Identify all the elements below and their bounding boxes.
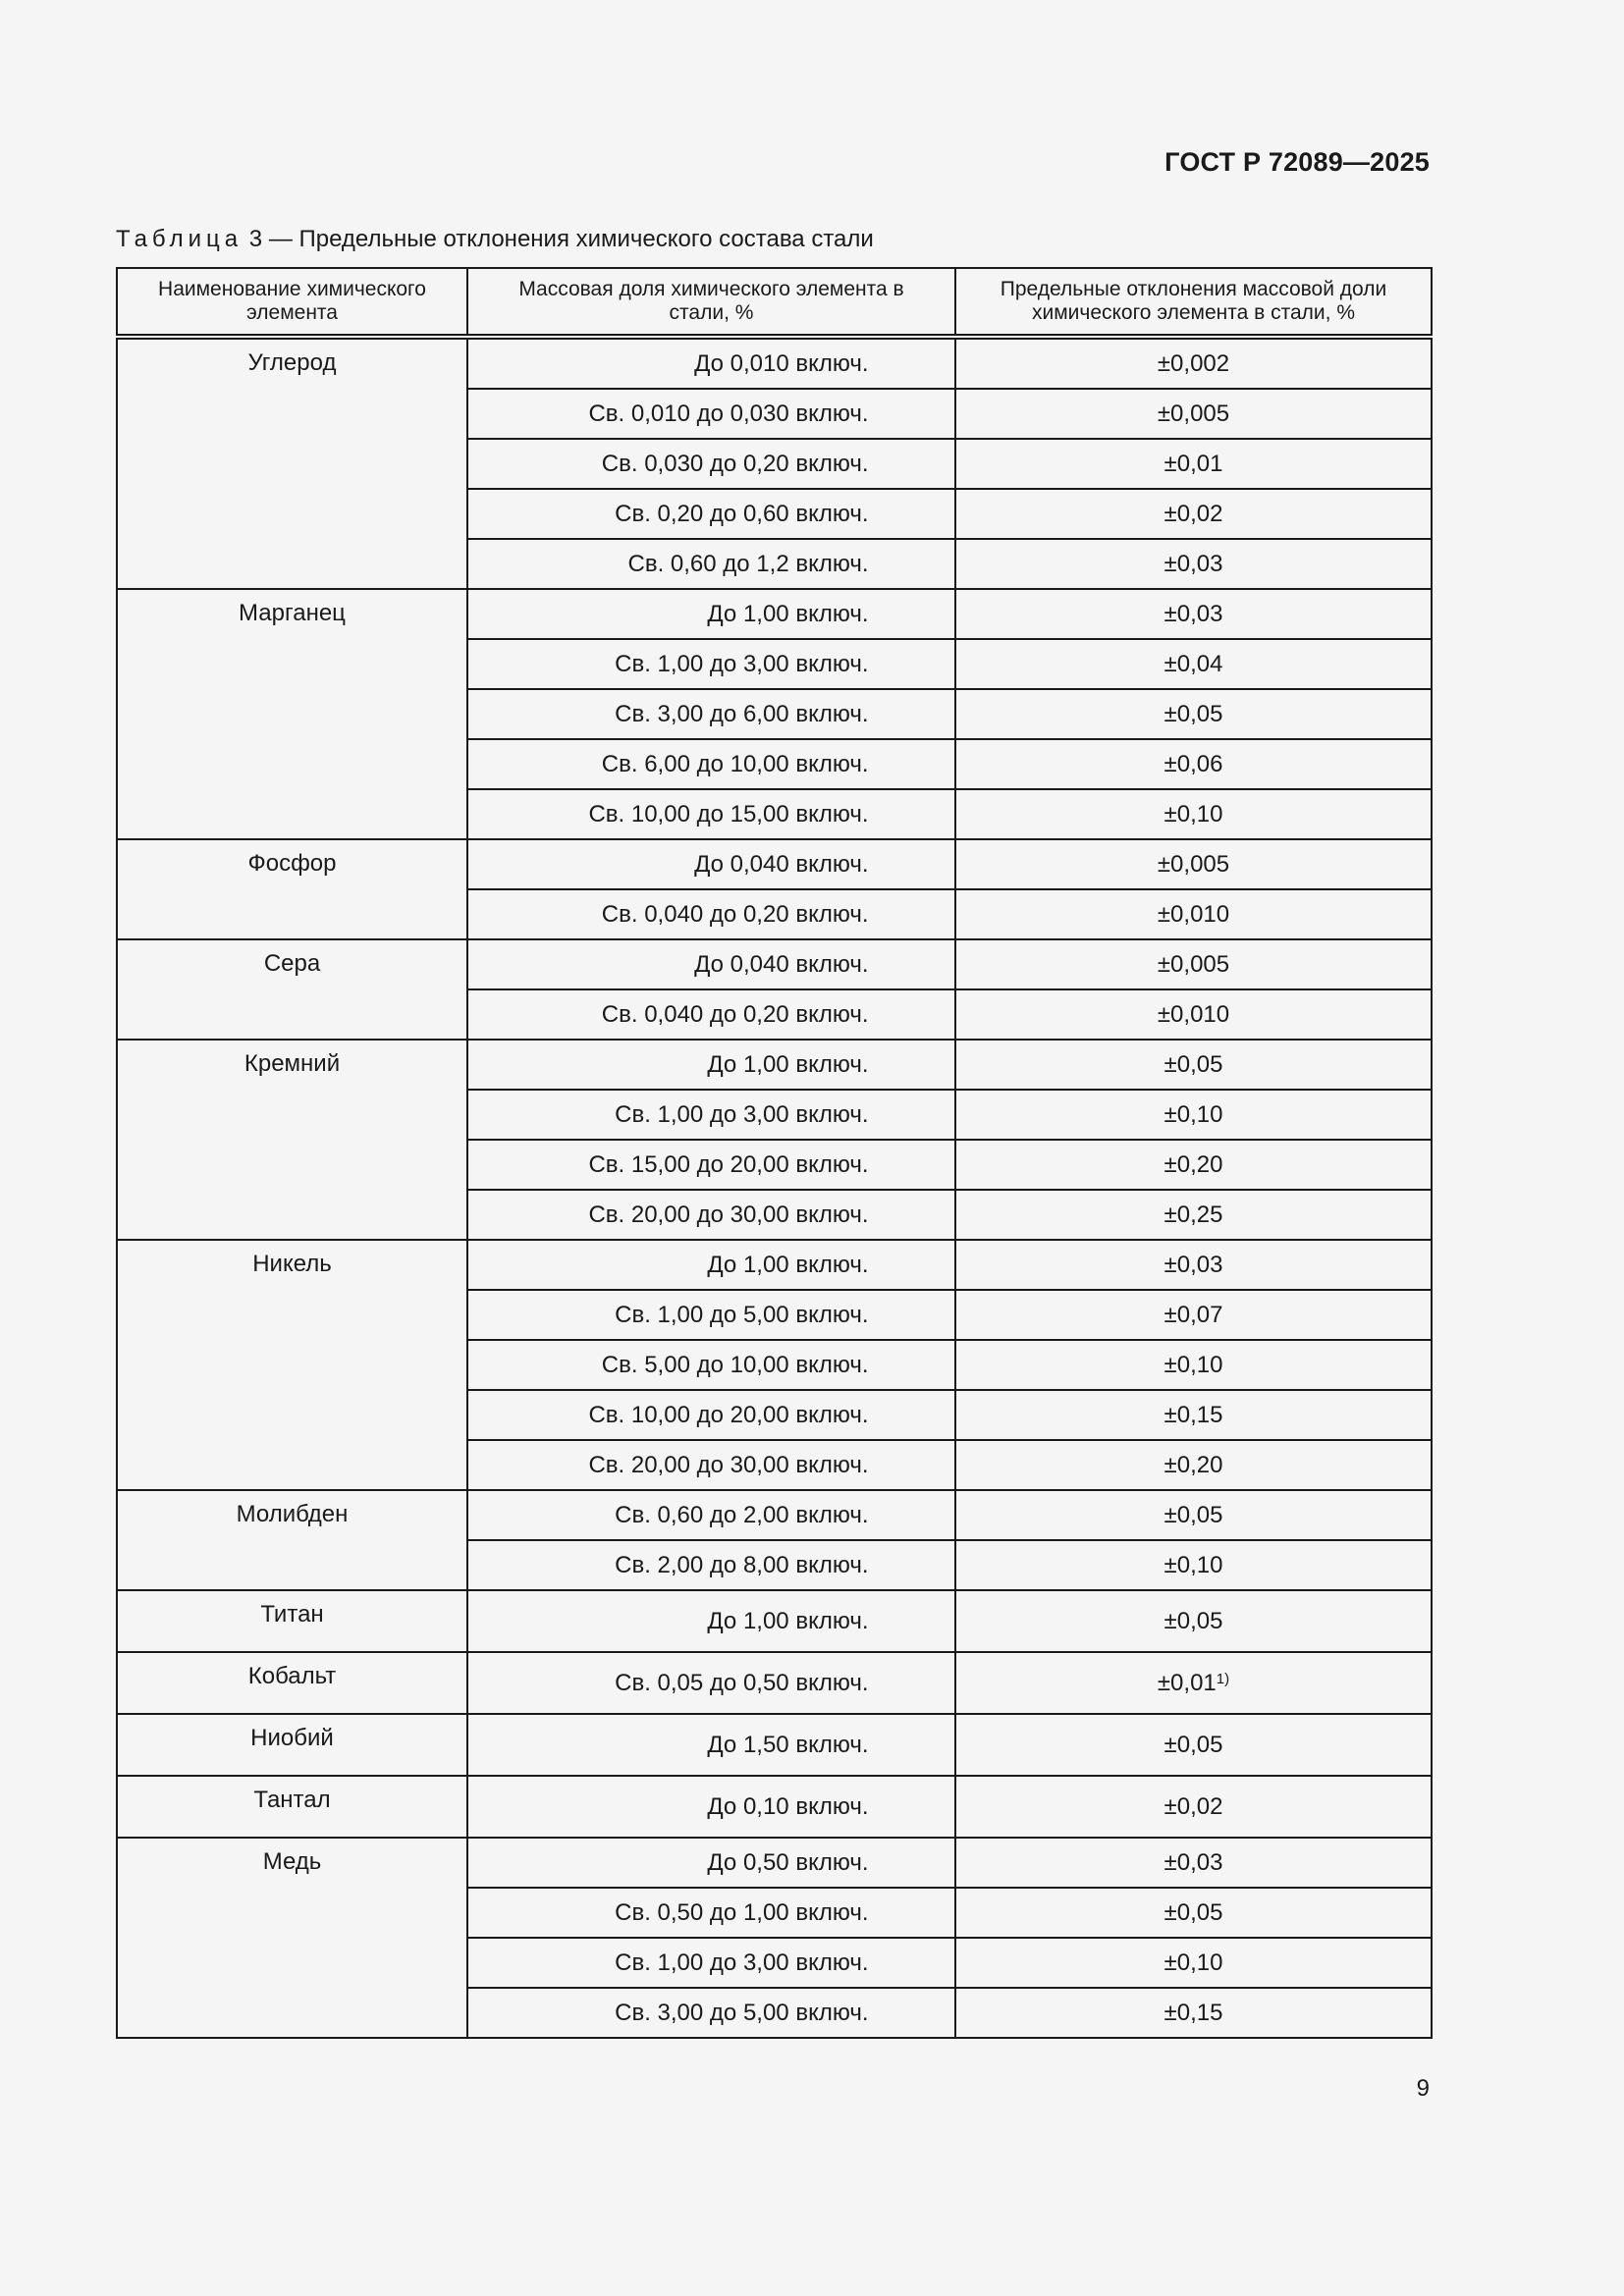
deviation-cell (955, 337, 1432, 389)
mass-fraction-text: До 0,040 включ. (694, 950, 869, 978)
mass-fraction-cell (467, 839, 955, 889)
deviation-text: ±0,002 (1157, 349, 1230, 377)
table-title-number: 3 (248, 226, 263, 252)
column-header-mass-fraction: Массовая доля химического элемента в стали, % (467, 268, 955, 337)
deviation-text: ±0,05 (1164, 1898, 1223, 1926)
deviation-cell (955, 539, 1432, 589)
mass-fraction-cell (467, 1714, 955, 1776)
deviation-cell (955, 689, 1432, 739)
table-title-prefix: Таблица (116, 226, 244, 252)
deviation-text: ±0,10 (1164, 1551, 1223, 1578)
mass-fraction-text: Св. 20,00 до 30,00 включ. (588, 1201, 869, 1228)
deviation-text: ±0,05 (1164, 1607, 1223, 1634)
deviation-cell (955, 789, 1432, 839)
footnote-marker: 1) (1216, 1670, 1230, 1687)
table-row (117, 589, 1432, 639)
mass-fraction-text: До 0,010 включ. (694, 349, 869, 377)
mass-fraction-cell (467, 1290, 955, 1340)
deviation-cell (955, 1938, 1432, 1988)
mass-fraction-text: Св. 15,00 до 20,00 включ. (588, 1150, 869, 1178)
document-code: ГОСТ Р 72089—2025 (1164, 147, 1430, 177)
deviation-text: ±0,20 (1164, 1150, 1223, 1178)
deviation-cell (955, 1540, 1432, 1590)
mass-fraction-text: Св. 2,00 до 8,00 включ. (615, 1551, 869, 1578)
mass-fraction-cell (467, 939, 955, 989)
deviation-text: ±0,05 (1164, 1501, 1223, 1528)
deviation-text: ±0,03 (1164, 1251, 1223, 1278)
mass-fraction-cell (467, 1240, 955, 1290)
deviation-cell (955, 1090, 1432, 1140)
deviation-cell (955, 1440, 1432, 1490)
mass-fraction-cell (467, 489, 955, 539)
mass-fraction-cell (467, 739, 955, 789)
deviation-text: ±0,10 (1164, 1949, 1223, 1976)
table-row (117, 939, 1432, 989)
mass-fraction-cell (467, 1776, 955, 1838)
mass-fraction-text: Св. 6,00 до 10,00 включ. (601, 750, 869, 777)
mass-fraction-text: До 0,040 включ. (694, 850, 869, 878)
table-row (117, 839, 1432, 889)
table-row (117, 1240, 1432, 1290)
mass-fraction-cell (467, 789, 955, 839)
deviation-text: ±0,03 (1164, 1848, 1223, 1876)
deviation-cell (955, 989, 1432, 1040)
deviation-cell (955, 1776, 1432, 1838)
element-name-cell: Марганец (117, 589, 467, 839)
mass-fraction-text: Св. 1,00 до 5,00 включ. (615, 1301, 869, 1328)
deviation-text: ±0,10 (1164, 1100, 1223, 1128)
element-name-cell: Никель (117, 1240, 467, 1490)
mass-fraction-text: До 1,50 включ. (707, 1731, 869, 1758)
deviation-text: ±0,02 (1164, 1792, 1223, 1820)
mass-fraction-text: Св. 0,50 до 1,00 включ. (615, 1898, 869, 1926)
mass-fraction-text: До 0,50 включ. (707, 1848, 869, 1876)
mass-fraction-text: Св. 1,00 до 3,00 включ. (615, 650, 869, 677)
mass-fraction-text: Св. 10,00 до 20,00 включ. (588, 1401, 869, 1428)
deviation-text: ±0,05 (1164, 1050, 1223, 1078)
element-name-cell: Титан (117, 1590, 467, 1652)
mass-fraction-text: Св. 3,00 до 6,00 включ. (615, 700, 869, 727)
deviation-text: ±0,010 (1157, 1000, 1230, 1028)
deviation-cell (955, 1390, 1432, 1440)
deviation-cell (955, 389, 1432, 439)
deviation-cell (955, 1490, 1432, 1540)
mass-fraction-cell (467, 1140, 955, 1190)
mass-fraction-cell (467, 1540, 955, 1590)
deviation-cell (955, 1340, 1432, 1390)
mass-fraction-text: Св. 1,00 до 3,00 включ. (615, 1949, 869, 1976)
mass-fraction-text: Св. 0,010 до 0,030 включ. (588, 400, 869, 427)
column-header-deviation: Предельные отклонения массовой доли химического элемента в стали, % (955, 268, 1432, 337)
mass-fraction-cell (467, 337, 955, 389)
mass-fraction-text: Св. 20,00 до 30,00 включ. (588, 1451, 869, 1478)
chemical-deviation-table (116, 267, 1433, 2039)
mass-fraction-text: Св. 0,040 до 0,20 включ. (601, 900, 869, 928)
mass-fraction-text: Св. 1,00 до 3,00 включ. (615, 1100, 869, 1128)
deviation-cell (955, 1290, 1432, 1340)
deviation-text: ±0,10 (1164, 1351, 1223, 1378)
deviation-cell (955, 939, 1432, 989)
mass-fraction-cell (467, 1040, 955, 1090)
mass-fraction-cell (467, 1590, 955, 1652)
deviation-text: ±0,02 (1164, 500, 1223, 527)
element-name-cell: Сера (117, 939, 467, 1040)
deviation-cell (955, 739, 1432, 789)
mass-fraction-cell (467, 639, 955, 689)
deviation-text: ±0,01 (1164, 450, 1223, 477)
element-name-cell: Кобальт (117, 1652, 467, 1714)
mass-fraction-text: Св. 5,00 до 10,00 включ. (601, 1351, 869, 1378)
mass-fraction-text: Св. 0,040 до 0,20 включ. (601, 1000, 869, 1028)
mass-fraction-cell (467, 1190, 955, 1240)
element-name-cell: Фосфор (117, 839, 467, 939)
deviation-text: ±0,03 (1164, 600, 1223, 627)
table-body (117, 337, 1432, 2038)
mass-fraction-cell (467, 1340, 955, 1390)
deviation-cell (955, 1888, 1432, 1938)
deviation-cell (955, 1190, 1432, 1240)
deviation-text: ±0,07 (1164, 1301, 1223, 1328)
deviation-cell (955, 1838, 1432, 1888)
deviation-cell (955, 1040, 1432, 1090)
element-name-cell: Тантал (117, 1776, 467, 1838)
mass-fraction-text: Св. 0,05 до 0,50 включ. (615, 1669, 869, 1696)
deviation-text: ±0,20 (1164, 1451, 1223, 1478)
mass-fraction-text: До 1,00 включ. (707, 1050, 869, 1078)
table-row (117, 1838, 1432, 1888)
mass-fraction-cell (467, 539, 955, 589)
deviation-cell (955, 1652, 1432, 1714)
mass-fraction-cell (467, 1490, 955, 1540)
table-row (117, 1652, 1432, 1714)
table-row (117, 1714, 1432, 1776)
deviation-cell (955, 889, 1432, 939)
deviation-text: ±0,06 (1164, 750, 1223, 777)
deviation-cell (955, 1240, 1432, 1290)
mass-fraction-text: До 1,00 включ. (707, 1607, 869, 1634)
deviation-cell (955, 439, 1432, 489)
mass-fraction-cell (467, 389, 955, 439)
deviation-text: ±0,25 (1164, 1201, 1223, 1228)
table-row (117, 1776, 1432, 1838)
mass-fraction-text: До 0,10 включ. (707, 1792, 869, 1820)
deviation-text: ±0,005 (1157, 850, 1230, 878)
table-container (116, 267, 1431, 2039)
mass-fraction-cell (467, 439, 955, 489)
element-name-cell: Кремний (117, 1040, 467, 1240)
deviation-text: ±0,03 (1164, 550, 1223, 577)
deviation-text: ±0,005 (1157, 400, 1230, 427)
page-number: 9 (1416, 2075, 1430, 2102)
mass-fraction-cell (467, 889, 955, 939)
element-name-cell: Ниобий (117, 1714, 467, 1776)
deviation-cell (955, 1590, 1432, 1652)
deviation-text: ±0,01 (1157, 1669, 1217, 1696)
deviation-text: ±0,15 (1164, 1999, 1223, 2026)
element-name-cell: Медь (117, 1838, 467, 2038)
table-header-row (117, 268, 1432, 337)
mass-fraction-cell (467, 989, 955, 1040)
mass-fraction-cell (467, 689, 955, 739)
deviation-cell (955, 1140, 1432, 1190)
deviation-text: ±0,10 (1164, 800, 1223, 828)
table-row (117, 337, 1432, 389)
mass-fraction-text: Св. 0,030 до 0,20 включ. (601, 450, 869, 477)
deviation-text: ±0,05 (1164, 700, 1223, 727)
table-row (117, 1490, 1432, 1540)
mass-fraction-text: Св. 10,00 до 15,00 включ. (588, 800, 869, 828)
mass-fraction-text: До 1,00 включ. (707, 1251, 869, 1278)
column-header-element: Наименование химического элемента (117, 268, 467, 337)
deviation-cell (955, 489, 1432, 539)
deviation-text: ±0,010 (1157, 900, 1230, 928)
mass-fraction-cell (467, 1652, 955, 1714)
deviation-text: ±0,15 (1164, 1401, 1223, 1428)
table-title-text: — Предельные отклонения химического состава стали (268, 226, 874, 252)
deviation-text: ±0,04 (1164, 650, 1223, 677)
deviation-cell (955, 839, 1432, 889)
table-row (117, 1590, 1432, 1652)
mass-fraction-cell (467, 1938, 955, 1988)
element-name-cell: Углерод (117, 337, 467, 589)
deviation-text: ±0,05 (1164, 1731, 1223, 1758)
mass-fraction-text: Св. 0,60 до 2,00 включ. (615, 1501, 869, 1528)
element-name-cell: Молибден (117, 1490, 467, 1590)
deviation-cell (955, 639, 1432, 689)
table-row (117, 1040, 1432, 1090)
mass-fraction-text: До 1,00 включ. (707, 600, 869, 627)
mass-fraction-cell (467, 1390, 955, 1440)
deviation-cell (955, 1988, 1432, 2038)
mass-fraction-cell (467, 1090, 955, 1140)
mass-fraction-text: Св. 0,60 до 1,2 включ. (627, 550, 869, 577)
table-title (116, 226, 874, 253)
deviation-text: ±0,005 (1157, 950, 1230, 978)
mass-fraction-text: Св. 3,00 до 5,00 включ. (615, 1999, 869, 2026)
mass-fraction-cell (467, 1988, 955, 2038)
deviation-cell (955, 589, 1432, 639)
mass-fraction-cell (467, 1838, 955, 1888)
mass-fraction-text: Св. 0,20 до 0,60 включ. (615, 500, 869, 527)
mass-fraction-cell (467, 1888, 955, 1938)
mass-fraction-cell (467, 1440, 955, 1490)
deviation-cell (955, 1714, 1432, 1776)
mass-fraction-cell (467, 589, 955, 639)
